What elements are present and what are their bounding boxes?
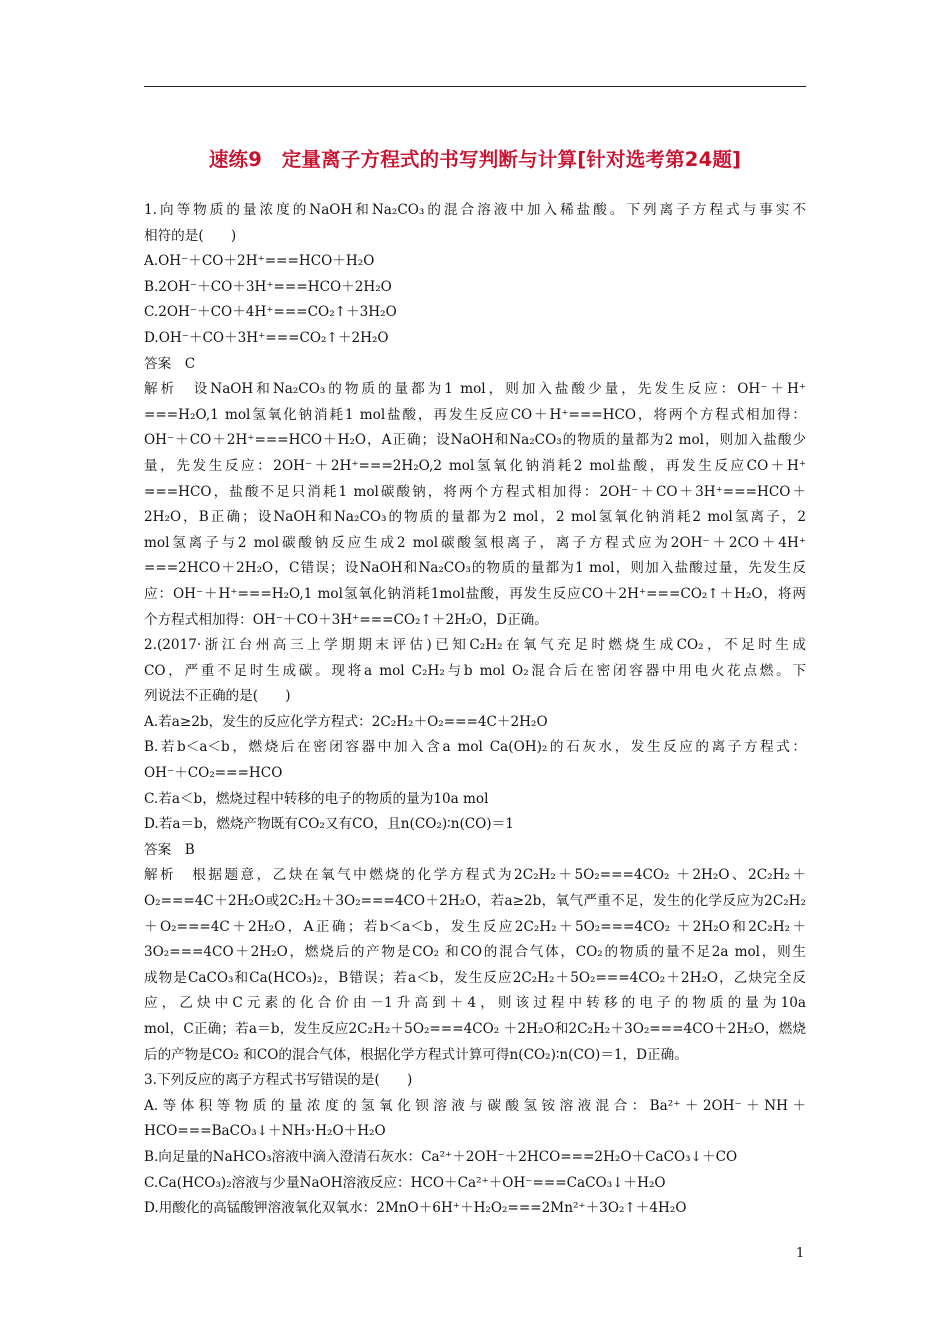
text-line: 2H₂O，B正确；设NaOH和Na₂CO₃的物质的量都为2 mol，2 mol氢氧化钠消耗2 mol氢离子，2 bbox=[144, 509, 806, 526]
text-line: 应：OH⁻＋H⁺===H₂O,1 mol氢氧化钠消耗1mol盐酸，再发生反应CO＋2H⁺===CO₂↑＋H₂O，将两 bbox=[144, 585, 806, 602]
text-line: 解析 根据题意，乙炔在氧气中燃烧的化学方程式为2C₂H₂＋5O₂===4CO₂ ＋2H₂O、2C₂H₂＋ bbox=[144, 867, 806, 884]
text-line: 成物是CaCO₃和Ca(HCO₃)₂，B错误；若a＜b，发生反应2C₂H₂＋5O₂===4CO₂＋2H₂O，乙炔完全反 bbox=[144, 969, 806, 986]
text-line: B.2OH⁻＋CO＋3H⁺===HCO＋2H₂O bbox=[144, 278, 392, 295]
text-line: 答案 C bbox=[144, 355, 196, 372]
page-number: 1 bbox=[796, 1246, 805, 1261]
text-line: 2.(2017·浙江台州高三上学期期末评估)已知C₂H₂在氧气充足时燃烧生成CO₂，不足时生成 bbox=[144, 637, 806, 654]
header-rule bbox=[144, 86, 806, 87]
text-line: 后的产物是CO₂ 和CO的混合气体，根据化学方程式计算可得n(CO₂)∶n(CO)＝1，D正确。 bbox=[144, 1046, 688, 1063]
text-line: ===HCO，盐酸不足只消耗1 mol碳酸钠，将两个方程式相加得：2OH⁻＋CO＋3H⁺===HCO＋ bbox=[144, 483, 806, 500]
text-line: mol，C正确；若a＝b，发生反应2C₂H₂＋5O₂===4CO₂ ＋2H₂O和2C₂H₂＋3O₂===4CO＋2H₂O，燃烧 bbox=[144, 1021, 806, 1037]
text-line: O₂===4C＋2H₂O或2C₂H₂＋3O₂===4CO＋2H₂O，若a≥2b，氧气严重不足，发生的化学反应为2C₂H₂ bbox=[144, 893, 806, 910]
document-body bbox=[144, 198, 806, 1222]
text-line: CO，严重不足时生成碳。现将a mol C₂H₂与b mol O₂混合后在密闭容器中用电火花点燃。下 bbox=[144, 662, 806, 679]
text-line: ===H₂O,1 mol氢氧化钠消耗1 mol盐酸，再发生反应CO＋H⁺===HCO，将两个方程式相加得： bbox=[144, 406, 806, 423]
text-line: 量，先发生反应：2OH⁻＋2H⁺===2H₂O,2 mol氢氧化钠消耗2 mol盐酸，再发生反应CO＋H⁺ bbox=[144, 457, 806, 474]
text-line: 相符的是( ) bbox=[144, 227, 237, 244]
text-line: 3.下列反应的离子方程式书写错误的是( ) bbox=[144, 1072, 413, 1089]
text-line: 应，乙炔中C元素的化合价由－1升高到＋4，则该过程中转移的电子的物质的量为10a bbox=[144, 995, 806, 1012]
text-line: D.OH⁻＋CO＋3H⁺===CO₂↑＋2H₂O bbox=[144, 329, 389, 346]
text-line: HCO===BaCO₃↓＋NH₃·H₂O＋H₂O bbox=[144, 1123, 386, 1140]
text-line: ＋O₂===4C＋2H₂O，A正确；若b＜a＜b，发生反应2C₂H₂＋5O₂===4CO₂ ＋2H₂O和2C₂H₂＋ bbox=[144, 918, 806, 935]
text-line: OH⁻＋CO＋2H⁺===HCO＋H₂O，A正确；设NaOH和Na₂CO₃的物质的量都为2 mol，则加入盐酸少 bbox=[144, 432, 806, 449]
page-title: 速练9 定量离子方程式的书写判断与计算[针对选考第24题] bbox=[208, 148, 742, 171]
text-line: D.用酸化的高锰酸钾溶液氧化双氧水：2MnO＋6H⁺＋H₂O₂===2Mn²⁺＋3O₂↑＋4H₂O bbox=[144, 1200, 687, 1217]
text-line: B.向足量的NaHCO₃溶液中滴入澄清石灰水：Ca²⁺＋2OH⁻＋2HCO===2H₂O＋CaCO₃↓＋CO bbox=[144, 1148, 738, 1165]
text-line: 答案 B bbox=[144, 841, 195, 858]
text-line: 列说法不正确的是( ) bbox=[144, 688, 291, 705]
text-line: A.OH⁻＋CO＋2H⁺===HCO＋H₂O bbox=[144, 253, 375, 270]
text-line: C.若a＜b，燃烧过程中转移的电子的物质的量为10a mol bbox=[144, 790, 489, 807]
text-line: 个方程式相加得：OH⁻＋CO＋3H⁺===CO₂↑＋2H₂O，D正确。 bbox=[144, 611, 548, 628]
text-line: C.2OH⁻＋CO＋4H⁺===CO₂↑＋3H₂O bbox=[144, 304, 397, 321]
text-line: 1.向等物质的量浓度的NaOH和Na₂CO₃的混合溶液中加入稀盐酸。下列离子方程式与事实不 bbox=[144, 202, 806, 218]
text-line: 3O₂===4CO＋2H₂O，燃烧后的产物是CO₂ 和CO的混合气体，CO₂的物质的量不足2a mol，则生 bbox=[144, 944, 806, 961]
text-line: D.若a＝b，燃烧产物既有CO₂又有CO，且n(CO₂)∶n(CO)＝1 bbox=[144, 816, 514, 833]
text-line: 解析 设NaOH和Na₂CO₃的物质的量都为1 mol，则加入盐酸少量，先发生反应：OH⁻＋H⁺ bbox=[144, 381, 806, 398]
text-line: mol氢离子与2 mol碳酸钠反应生成2 mol碳酸氢根离子，离子方程式应为2OH⁻＋2CO＋4H⁺ bbox=[144, 534, 806, 551]
text-line: C.Ca(HCO₃)₂溶液与少量NaOH溶液反应：HCO＋Ca²⁺＋OH⁻===CaCO₃↓＋H₂O bbox=[144, 1174, 666, 1191]
text-line: A.若a≥2b，发生的反应化学方程式：2C₂H₂＋O₂===4C＋2H₂O bbox=[144, 713, 548, 730]
text-line: A.等体积等物质的量浓度的氢氧化钡溶液与碳酸氢铵溶液混合：Ba²⁺＋2OH⁻＋NH＋ bbox=[144, 1097, 806, 1114]
text-line: ===2HCO＋2H₂O，C错误；设NaOH和Na₂CO₃的物质的量都为1 mol，则加入盐酸过量，先发生反 bbox=[144, 560, 806, 577]
text-line: OH⁻＋CO₂===HCO bbox=[144, 765, 283, 782]
text-line: B.若b＜a＜b，燃烧后在密闭容器中加入含a mol Ca(OH)₂的石灰水，发生反应的离子方程式： bbox=[144, 739, 806, 756]
